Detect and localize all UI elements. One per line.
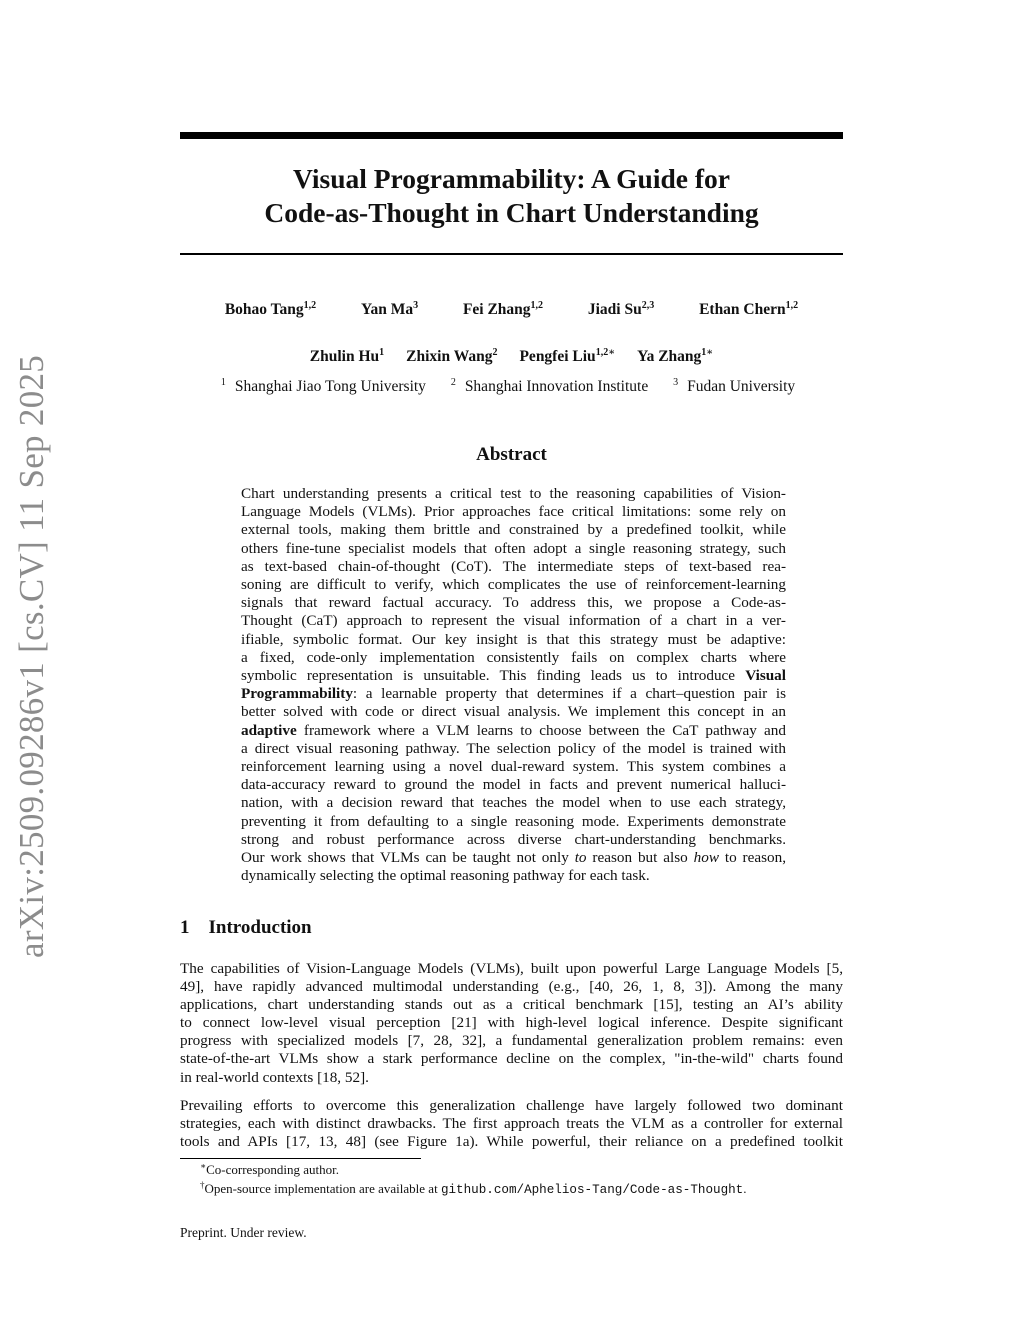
affiliation: $^2$ Shanghai Innovation Institute	[450, 377, 649, 395]
author: Pengfei Liu$^{1,2∗}$	[519, 347, 616, 365]
section-heading-introduction	[180, 917, 312, 939]
footnote-divider	[180, 1158, 421, 1159]
affiliations	[180, 377, 843, 396]
abstract-line: dynamically selecting the optimal reasoning pathway for each task.	[241, 867, 650, 885]
abstract-line: Our work shows that VLMs can be taught not only to reason but also how to reason,	[241, 849, 786, 867]
abstract-line: as text-based chain-of-thought (CoT). The intermediate steps of text-based rea-	[241, 557, 786, 575]
abstract-line: better solved with code or direct visual analysis. We implement this concept in an	[241, 703, 786, 721]
author: Zhulin Hu$^1$	[309, 347, 385, 365]
title-line-2: Code-as-Thought in Chart Understanding	[264, 197, 759, 228]
author-list-row-2	[180, 347, 843, 366]
paragraph-line: state-of-the-art VLMs show a stark performance decline on the complex, "in-the-wild" charts found	[180, 1050, 843, 1068]
abstract-line: symbolic representation is unsuitable. This finding leads us to introduce Visual	[241, 667, 786, 685]
title-rule-bottom	[180, 253, 843, 255]
author: Zhixin Wang$^2$	[406, 347, 498, 365]
abstract-line: data-accuracy reward to ground the model in facts and prevent numerical halluci-	[241, 776, 786, 794]
footnote-corresponding: ∗Co-corresponding author.	[200, 1161, 339, 1177]
abstract-line: external tools, making them brittle and constrained by a predefined toolkit, while	[241, 521, 786, 539]
abstract-line: a direct visual reasoning pathway. The selection policy of the model is trained with	[241, 739, 786, 757]
abstract-line: signals that reward factual accuracy. To address this, we propose a Code-as-	[241, 594, 786, 612]
paragraph-line: Prevailing efforts to overcome this generalization challenge have largely followed two dominant	[180, 1097, 843, 1114]
paragraph-line: The capabilities of Vision-Language Models (VLMs), built upon powerful Large Language Models [5,	[180, 960, 843, 977]
abstract-line: soning are difficult to verify, which complicates the use of reinforcement-learning	[241, 576, 786, 594]
intro-paragraph-2	[180, 1097, 843, 1151]
abstract-line: preventing it from defaulting to a single reasoning mode. Experiments demonstrate	[241, 812, 786, 830]
abstract-line: adaptive framework where a VLM learns to choose between the CaT pathway and	[241, 721, 786, 739]
abstract-heading: Abstract	[476, 444, 547, 465]
abstract-line: others fine-tune specialist models that often adopt a single reasoning strategy, such	[241, 539, 786, 557]
author: Jiadi Su$^{2,3}$	[587, 300, 655, 318]
paragraph-line: applications, chart understanding stands out as a critical benchmark [15], testing an AI’s ability	[180, 996, 843, 1014]
abstract-line: ifiable, symbolic format. Our key insight is that this strategy must be adaptive:	[241, 630, 786, 648]
arxiv-identifier-stamp: arXiv:2509.09286v1 [cs.CV] 11 Sep 2025	[12, 354, 51, 958]
paragraph-line: 49], have rapidly advanced multimodal understanding (e.g., [40, 26, 1, 8, 3]). Among the many	[180, 978, 843, 996]
abstract-line: a fixed, code-only implementation consistently fails on complex charts where	[241, 648, 786, 666]
abstract-line: strong and robust performance across diverse chart-understanding benchmarks.	[241, 830, 786, 848]
author-list-row-1	[180, 300, 843, 319]
paper-title	[180, 162, 843, 230]
section-title: Introduction	[208, 917, 312, 938]
paragraph-line: progress with specialized models [7, 28, 32], a fundamental generalization problem remains: even	[180, 1032, 843, 1050]
affiliation: $^3$ Fudan University	[673, 377, 796, 395]
author: Yan Ma$^3$	[361, 300, 419, 318]
section-number: 1	[180, 917, 190, 938]
preprint-note: Preprint. Under review.	[180, 1225, 307, 1240]
author: Ethan Chern$^{1,2}$	[699, 300, 799, 318]
title-rule-top	[180, 132, 843, 139]
paragraph-line: in real-world contexts [18, 52].	[180, 1068, 369, 1086]
abstract-line: Chart understanding presents a critical test to the reasoning capabilities of Vision-	[241, 485, 786, 502]
intro-paragraph-1	[180, 960, 843, 1087]
abstract-line: reinforcement learning using a novel dual-reward system. This system combines a	[241, 758, 786, 776]
abstract-line: Thought (CaT) approach to represent the visual information of a chart in a ver-	[241, 612, 786, 630]
author: Ya Zhang$^{1∗}$	[637, 347, 714, 365]
paragraph-line: tools and APIs [17, 13, 48] (see Figure 1a). While powerful, their reliance on a predefined toolkit	[180, 1133, 843, 1151]
author: Fei Zhang$^{1,2}$	[462, 300, 544, 318]
affiliation: $^1$ Shanghai Jiao Tong University	[220, 377, 426, 395]
title-line-1: Visual Programmability: A Guide for	[293, 163, 730, 194]
footnote-code-link: †Open-source implementation are available at github.com/Aphelios-Tang/Code-as-Thought.	[200, 1180, 747, 1197]
paragraph-line: strategies, each with distinct drawbacks. The first approach treats the VLM as a controller for external	[180, 1115, 843, 1133]
paragraph-line: to connect low-level visual perception [21] with high-level logical inference. Despite significant	[180, 1014, 843, 1032]
abstract-line: Language Models (VLMs). Prior approaches face critical limitations: some rely on	[241, 503, 786, 521]
abstract-line: Programmability: a learnable property that determines if a chart–question pair is	[241, 685, 786, 703]
abstract-line: nation, with a decision reward that teaches the model when to use each strategy,	[241, 794, 786, 812]
repository-link[interactable]: github.com/Aphelios-Tang/Code-as-Thought	[440, 1183, 744, 1197]
author: Bohao Tang$^{1,2}$	[224, 300, 317, 318]
abstract-text	[241, 485, 786, 885]
